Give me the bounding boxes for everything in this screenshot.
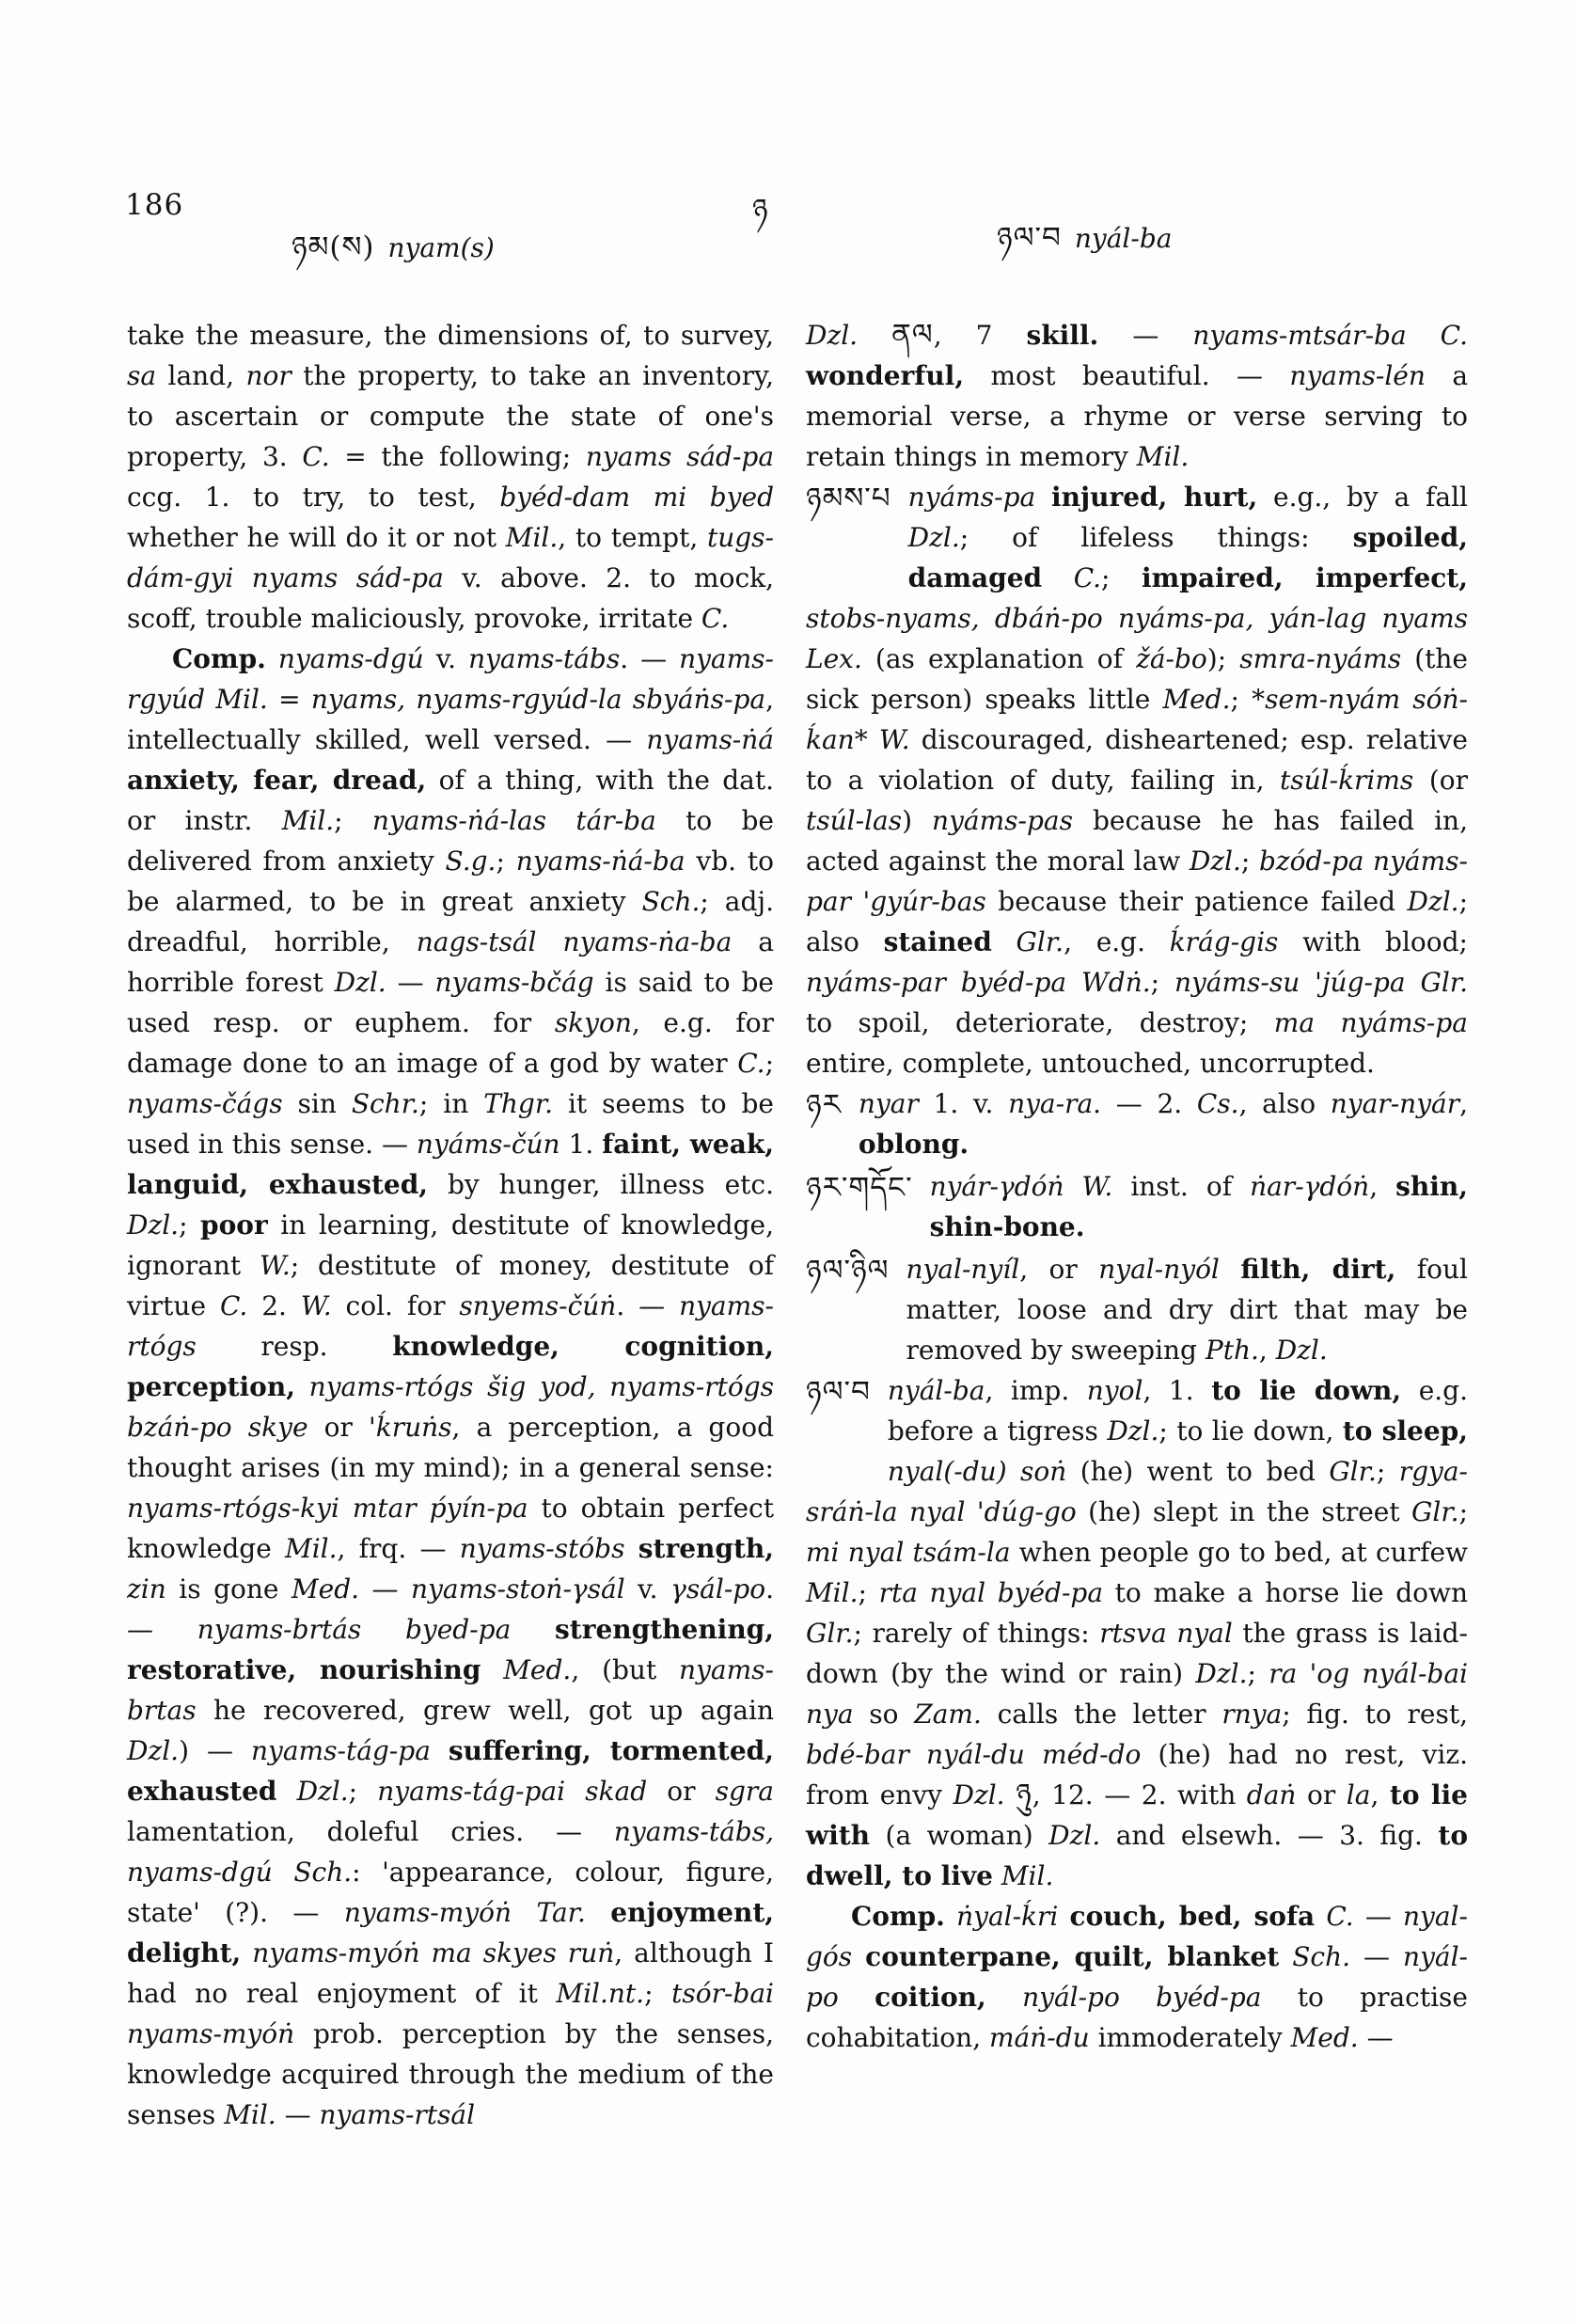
tibetan-headword: ཉམས་པ <box>806 482 891 515</box>
running-head-right-tibetan: ཉལ་བ <box>997 221 1062 255</box>
running-head-left <box>292 214 495 296</box>
dictionary-entry: ཉལ་བ nyál-ba, imp. nyol, 1. to lie down, e.g. before a tigress Dzl.; to lie down, to sleep, nyal(-du) soṅ (he) went to bed Glr.; rgya-sráṅ-la nyal 'dúg-go (he) slept in the street Glr.; mi nyal tsám-la when people go to bed, at curfew Mil.; rta nyal byéd-pa to make a horse lie down Glr.; rarely of things: rtsva nyal the grass is laid-down (by the wind or rain) Dzl.; ra 'og nyál-bai nya so Zam. calls the letter rnya; fig. to rest, bdé-bar nyál-du méd-do (he) had no rest, viz. from envy Dzl. ཉུ, 12. — 2. with daṅ or la, to lie with (a woman) Dzl. and elsewh. — 3. fig. to dwell, to live Mil. <box>806 1370 1468 1896</box>
text-columns <box>127 315 1468 2135</box>
flow-paragraph: Dzl. ནལ, 7 skill. — nyams-mtsár-ba C. wonderful, most beautiful. — nyams-lén a memorial verse, a rhyme or verse serving to retain things in memory Mil. <box>806 318 1469 472</box>
dictionary-entry: ཉལ་ཉིལ nyal-nyíl, or nyal-nyól filth, dirt, foul matter, loose and dry dirt that may be removed by sweeping Pth., Dzl. <box>806 1249 1468 1370</box>
running-head-left-tibetan: ཉམ(ས) <box>292 230 375 264</box>
flow-paragraph: take the measure, the dimensions of, to survey, sa land, nor the property, to take an inventory, to ascertain or compute the state of one's property, 3. C. = the following; nyams sád-pa ccg. 1. to try, to test, byéd-dam mi byed whether he will do it or not Mil., to tempt, tugs-dám-gyi nyams sád-pa v. above. 2. to mock, scoff, trouble maliciously, provoke, irritate C. <box>127 320 775 634</box>
dictionary-entry: ཉམས་པ nyáms-pa injured, hurt, e.g., by a fall Dzl.; of lifeless things: spoiled, damaged C.; impaired, imperfect, stobs-nyams, dbáṅ-po nyáms-pa, yán-lag nyams Lex. (as explanation of žá-bo); smra-nyáms (the sick person) speaks little Med.; *sem-nyám sóṅ-ḱan* W. discouraged, disheartened; esp. relative to a violation of duty, failing in, tsúl-ḱrims (or tsúl-las) nyáms-pas because he has failed in, acted against the moral law Dzl.; bzód-pa nyáms-par 'gyúr-bas because their patience failed Dzl.; also stained Glr., e.g. ḱrág-gis with blood; nyáms-par byéd-pa Wdṅ.; nyáms-su 'júg-pa Glr. to spoil, deteriorate, destroy; ma nyáms-pa entire, complete, untouched, uncorrupted. <box>806 477 1468 1083</box>
tibetan-headword: ཉར་གདོང་ <box>806 1171 913 1205</box>
tibetan-headword: ཉར <box>806 1088 842 1122</box>
dictionary-entry: ཉར་གདོང་ nyár-γdóṅ W. inst. of ṅar-γdóṅ, shin, shin-bone. <box>806 1166 1468 1247</box>
comp-paragraph: Comp. ṅyal-ḱri couch, bed, sofa C. — nyal-gós counterpane, quilt, blanket Sch. — nyál-po coition, nyál-po byéd-pa to practise cohabitation, máṅ-du immoderately Med. — <box>806 1901 1469 2053</box>
page-number: 186 <box>125 188 184 222</box>
tibetan-headword: ཉལ་བ <box>806 1375 871 1409</box>
right-column <box>806 315 1468 2135</box>
dictionary-entry: ཉར nyar 1. v. nya-ra. — 2. Cs., also nyar-nyár, oblong. <box>806 1083 1468 1164</box>
tibetan-inline: ནལ <box>891 318 934 352</box>
tibetan-inline: ཉུ <box>1016 1778 1032 1811</box>
comp-paragraph: Comp. nyams-dgú v. nyams-tábs. — nyams-rgyúd Mil. = nyams, nyams-rgyúd-la sbyáṅs-pa, intellectually skilled, well versed. — nyams-ṅá anxiety, fear, dread, of a thing, with the dat. or instr. Mil.; nyams-ṅá-las tár-ba to be delivered from anxiety S.g.; nyams-ṅá-ba vb. to be alarmed, to be in great anxiety Sch.; adj. dreadful, horrible, nags-tsál nyams-ṅa-ba a horrible forest Dzl. — nyams-bčág is said to be used resp. or euphem. for skyon, e.g. for damage done to an image of a god by water C.; nyams-čágs sin Schr.; in Thgr. it seems to be used in this sense. — nyáms-čún 1. faint, weak, languid, exhausted, by hunger, illness etc. Dzl.; poor in learning, destitute of knowledge, ignorant W.; destitute of money, destitute of virtue C. 2. W. col. for snyems-čúṅ. — nyams-rtógs resp. knowledge, cognition, perception, nyams-rtógs šig yod, nyams-rtógs bzáṅ-po skye or 'ḱruṅs, a perception, a good thought arises (in my mind); in a general sense: nyams-rtógs-kyi mtar ṕyín-pa to obtain perfect knowledge Mil., frq. — nyams-stóbs strength, zin is gone Med. — nyams-stoṅ-γsál v. γsál-po. — nyams-brtás byed-pa strengthening, restorative, nourishing Med., (but nyams-brtas he recovered, grew well, got up again Dzl.) — nyams-tág-pa suffering, tormented, exhausted Dzl.; nyams-tág-pai skad or sgra lamentation, doleful cries. — nyams-tábs, nyams-dgú Sch.: 'appearance, colour, figure, state' (?). — nyams-myóṅ Tar. enjoyment, delight, nyams-myóṅ ma skyes ruṅ, although I had no real enjoyment of it Mil.nt.; tsór-bai nyams-myóṅ prob. perception by the senses, knowledge acquired through the medium of the senses Mil. — nyams-rtsál <box>127 643 775 2130</box>
running-head-right-roman: nyál-ba <box>1074 223 1173 254</box>
tibetan-headword: ཉལ་ཉིལ <box>806 1254 890 1288</box>
running-head-left-roman: nyam(s) <box>387 232 495 263</box>
left-column <box>127 315 774 2135</box>
section-letter-glyph: ཉ <box>752 193 769 227</box>
running-head-right <box>997 205 1172 287</box>
